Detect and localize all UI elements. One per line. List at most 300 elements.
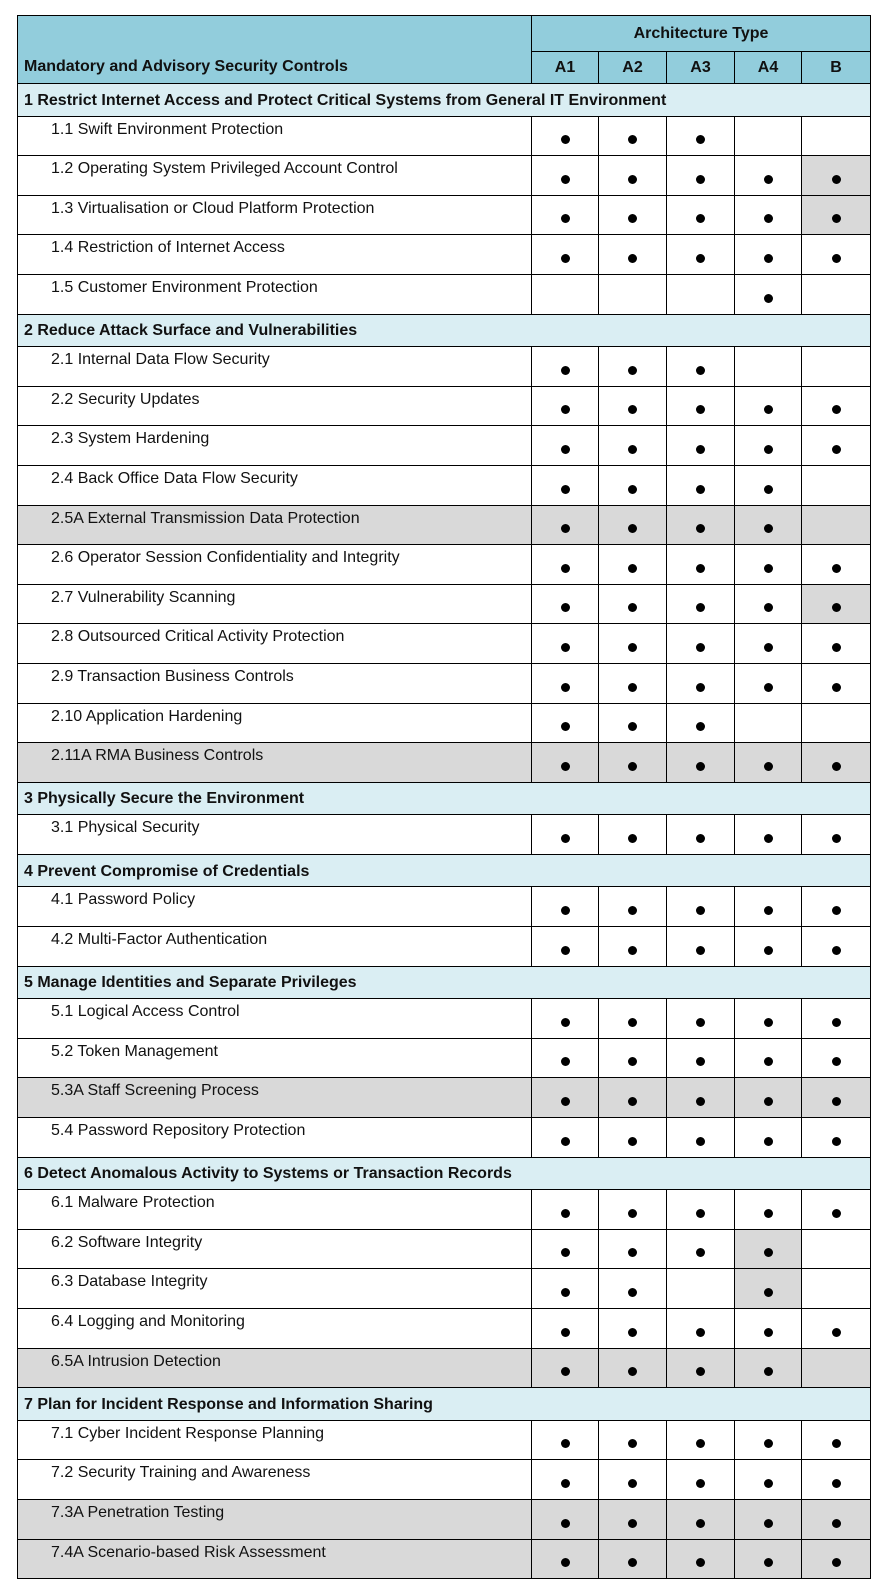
bullet-icon (628, 485, 637, 494)
cell-b (802, 663, 871, 703)
bullet-icon (696, 683, 705, 692)
control-label: 2.7 Vulnerability Scanning (18, 584, 532, 624)
cell-b (802, 426, 871, 466)
cell-b (802, 1038, 871, 1078)
cell-b (802, 1309, 871, 1349)
cell-a3 (667, 743, 735, 783)
bullet-icon (832, 1328, 841, 1337)
bullet-icon (696, 1209, 705, 1218)
cell-a4 (735, 195, 802, 235)
cell-a1 (532, 743, 599, 783)
bullet-icon (832, 643, 841, 652)
control-label: 2.9 Transaction Business Controls (18, 663, 532, 703)
cell-b (802, 584, 871, 624)
column-header-a2: A2 (599, 52, 667, 84)
bullet-icon (561, 1328, 570, 1337)
cell-a1 (532, 927, 599, 967)
table-row (18, 1078, 871, 1118)
control-label: 6.5A Intrusion Detection (18, 1348, 532, 1388)
bullet-icon (561, 175, 570, 184)
cell-a1 (532, 116, 599, 156)
table-row (18, 1269, 871, 1309)
bullet-icon (628, 946, 637, 955)
cell-a4 (735, 1309, 802, 1349)
cell-a2 (599, 347, 667, 387)
cell-a1 (532, 1118, 599, 1158)
cell-a2 (599, 1309, 667, 1349)
bullet-icon (628, 1097, 637, 1106)
cell-a4 (735, 465, 802, 505)
table-row (18, 1309, 871, 1349)
cell-a2 (599, 999, 667, 1039)
bullet-icon (628, 1209, 637, 1218)
cell-b (802, 1539, 871, 1579)
section-row (18, 84, 871, 117)
bullet-icon (696, 762, 705, 771)
bullet-icon (628, 1137, 637, 1146)
table-row (18, 116, 871, 156)
bullet-icon (561, 1558, 570, 1567)
cell-a3 (667, 1348, 735, 1388)
bullet-icon (764, 1479, 773, 1488)
cell-a1 (532, 195, 599, 235)
bullet-icon (628, 524, 637, 533)
bullet-icon (696, 1479, 705, 1488)
bullet-icon (764, 524, 773, 533)
bullet-icon (561, 254, 570, 263)
cell-a4 (735, 887, 802, 927)
cell-b (802, 465, 871, 505)
bullet-icon (628, 762, 637, 771)
bullet-icon (764, 254, 773, 263)
controls-column-header: Mandatory and Advisory Security Controls (18, 16, 532, 84)
control-label: 6.1 Malware Protection (18, 1190, 532, 1230)
cell-b (802, 116, 871, 156)
cell-a4 (735, 1229, 802, 1269)
bullet-icon (832, 834, 841, 843)
bullet-icon (561, 1248, 570, 1257)
cell-a4 (735, 426, 802, 466)
cell-a3 (667, 927, 735, 967)
cell-a3 (667, 624, 735, 664)
bullet-icon (696, 603, 705, 612)
cell-a2 (599, 703, 667, 743)
control-label: 2.11A RMA Business Controls (18, 743, 532, 783)
bullet-icon (696, 834, 705, 843)
bullet-icon (561, 834, 570, 843)
bullet-icon (832, 1439, 841, 1448)
bullet-icon (696, 564, 705, 573)
control-label: 2.4 Back Office Data Flow Security (18, 465, 532, 505)
bullet-icon (628, 1367, 637, 1376)
cell-a3 (667, 1038, 735, 1078)
cell-a4 (735, 743, 802, 783)
cell-a3 (667, 1309, 735, 1349)
bullet-icon (628, 1288, 637, 1297)
cell-b (802, 1229, 871, 1269)
bullet-icon (628, 683, 637, 692)
cell-a1 (532, 235, 599, 275)
control-label: 2.10 Application Hardening (18, 703, 532, 743)
bullet-icon (764, 485, 773, 494)
table-row (18, 1190, 871, 1230)
cell-a4 (735, 116, 802, 156)
section-row (18, 966, 871, 999)
bullet-icon (696, 175, 705, 184)
cell-a2 (599, 1269, 667, 1309)
bullet-icon (696, 214, 705, 223)
bullet-icon (764, 1137, 773, 1146)
cell-a3 (667, 426, 735, 466)
bullet-icon (561, 1057, 570, 1066)
control-label: 2.8 Outsourced Critical Activity Protection (18, 624, 532, 664)
table-row (18, 815, 871, 855)
cell-b (802, 1269, 871, 1309)
bullet-icon (628, 175, 637, 184)
cell-b (802, 386, 871, 426)
bullet-icon (832, 906, 841, 915)
cell-a3 (667, 1539, 735, 1579)
control-label: 6.4 Logging and Monitoring (18, 1309, 532, 1349)
cell-a2 (599, 1118, 667, 1158)
cell-a4 (735, 999, 802, 1039)
cell-a1 (532, 703, 599, 743)
bullet-icon (764, 1209, 773, 1218)
cell-a4 (735, 347, 802, 387)
cell-a2 (599, 386, 667, 426)
control-label: 4.1 Password Policy (18, 887, 532, 927)
cell-a3 (667, 1420, 735, 1460)
bullet-icon (561, 906, 570, 915)
section-title: 2 Reduce Attack Surface and Vulnerabilities (18, 314, 871, 347)
bullet-icon (561, 405, 570, 414)
bullet-icon (561, 445, 570, 454)
cell-a2 (599, 1190, 667, 1230)
control-label: 1.5 Customer Environment Protection (18, 274, 532, 314)
cell-a2 (599, 624, 667, 664)
cell-b (802, 195, 871, 235)
bullet-icon (764, 294, 773, 303)
bullet-icon (696, 405, 705, 414)
table-row (18, 545, 871, 585)
cell-a1 (532, 465, 599, 505)
cell-a4 (735, 1460, 802, 1500)
section-title: 6 Detect Anomalous Activity to Systems or Transaction Records (18, 1157, 871, 1190)
cell-b (802, 274, 871, 314)
bullet-icon (628, 906, 637, 915)
cell-a4 (735, 703, 802, 743)
table-body (18, 84, 871, 1579)
cell-a1 (532, 624, 599, 664)
table-row (18, 465, 871, 505)
cell-a1 (532, 1348, 599, 1388)
bullet-icon (696, 366, 705, 375)
bullet-icon (561, 564, 570, 573)
bullet-icon (764, 683, 773, 692)
bullet-icon (628, 135, 637, 144)
bullet-icon (764, 906, 773, 915)
cell-b (802, 347, 871, 387)
cell-a3 (667, 1078, 735, 1118)
table-row (18, 584, 871, 624)
bullet-icon (832, 1558, 841, 1567)
section-title: 1 Restrict Internet Access and Protect Critical Systems from General IT Environment (18, 84, 871, 117)
cell-a3 (667, 195, 735, 235)
bullet-icon (628, 254, 637, 263)
bullet-icon (628, 722, 637, 731)
bullet-icon (628, 1248, 637, 1257)
cell-a1 (532, 156, 599, 196)
cell-a1 (532, 999, 599, 1039)
bullet-icon (764, 1057, 773, 1066)
table-row (18, 347, 871, 387)
bullet-icon (696, 524, 705, 533)
bullet-icon (832, 762, 841, 771)
cell-a3 (667, 703, 735, 743)
cell-a1 (532, 1309, 599, 1349)
bullet-icon (628, 603, 637, 612)
bullet-icon (561, 643, 570, 652)
cell-a2 (599, 505, 667, 545)
bullet-icon (764, 175, 773, 184)
bullet-icon (561, 1018, 570, 1027)
cell-a1 (532, 887, 599, 927)
bullet-icon (764, 445, 773, 454)
cell-a3 (667, 156, 735, 196)
control-label: 7.4A Scenario-based Risk Assessment (18, 1539, 532, 1579)
control-label: 2.1 Internal Data Flow Security (18, 347, 532, 387)
cell-a4 (735, 1118, 802, 1158)
cell-a2 (599, 1348, 667, 1388)
cell-a1 (532, 1420, 599, 1460)
bullet-icon (696, 1097, 705, 1106)
cell-a3 (667, 274, 735, 314)
cell-a3 (667, 1118, 735, 1158)
bullet-icon (764, 834, 773, 843)
bullet-icon (764, 643, 773, 652)
section-title: 5 Manage Identities and Separate Privileges (18, 966, 871, 999)
bullet-icon (696, 485, 705, 494)
control-label: 5.4 Password Repository Protection (18, 1118, 532, 1158)
cell-a1 (532, 815, 599, 855)
section-row (18, 854, 871, 887)
control-label: 4.2 Multi-Factor Authentication (18, 927, 532, 967)
bullet-icon (764, 762, 773, 771)
control-label: 2.2 Security Updates (18, 386, 532, 426)
bullet-icon (628, 1479, 637, 1488)
table-row (18, 195, 871, 235)
bullet-icon (628, 445, 637, 454)
cell-a2 (599, 887, 667, 927)
bullet-icon (696, 1367, 705, 1376)
control-label: 6.2 Software Integrity (18, 1229, 532, 1269)
cell-a4 (735, 1539, 802, 1579)
cell-b (802, 1499, 871, 1539)
bullet-icon (764, 1367, 773, 1376)
cell-a3 (667, 465, 735, 505)
cell-b (802, 505, 871, 545)
bullet-icon (628, 1057, 637, 1066)
bullet-icon (696, 135, 705, 144)
cell-a2 (599, 426, 667, 466)
section-row (18, 1388, 871, 1421)
cell-a1 (532, 1190, 599, 1230)
bullet-icon (764, 1519, 773, 1528)
column-header-a4: A4 (735, 52, 802, 84)
bullet-icon (628, 643, 637, 652)
cell-a1 (532, 1078, 599, 1118)
cell-a4 (735, 815, 802, 855)
table-row (18, 1038, 871, 1078)
bullet-icon (561, 1367, 570, 1376)
cell-a2 (599, 584, 667, 624)
security-controls-table (17, 15, 871, 1579)
bullet-icon (832, 1137, 841, 1146)
table-row (18, 235, 871, 275)
bullet-icon (628, 564, 637, 573)
bullet-icon (696, 1137, 705, 1146)
cell-a1 (532, 347, 599, 387)
bullet-icon (764, 1328, 773, 1337)
table-row (18, 743, 871, 783)
control-label: 7.1 Cyber Incident Response Planning (18, 1420, 532, 1460)
cell-a2 (599, 195, 667, 235)
control-label: 2.3 System Hardening (18, 426, 532, 466)
bullet-icon (696, 1328, 705, 1337)
bullet-icon (764, 1018, 773, 1027)
cell-b (802, 703, 871, 743)
bullet-icon (561, 1439, 570, 1448)
bullet-icon (696, 643, 705, 652)
cell-b (802, 235, 871, 275)
cell-a1 (532, 505, 599, 545)
cell-a2 (599, 235, 667, 275)
bullet-icon (561, 1137, 570, 1146)
cell-a3 (667, 1229, 735, 1269)
cell-a4 (735, 927, 802, 967)
control-label: 5.1 Logical Access Control (18, 999, 532, 1039)
architecture-type-header: Architecture Type (532, 16, 871, 52)
cell-b (802, 887, 871, 927)
bullet-icon (561, 1097, 570, 1106)
table-row (18, 1118, 871, 1158)
bullet-icon (696, 1439, 705, 1448)
table-row (18, 1460, 871, 1500)
control-label: 6.3 Database Integrity (18, 1269, 532, 1309)
cell-a3 (667, 386, 735, 426)
bullet-icon (764, 214, 773, 223)
cell-a2 (599, 815, 667, 855)
cell-b (802, 1460, 871, 1500)
cell-a1 (532, 1269, 599, 1309)
bullet-icon (832, 946, 841, 955)
bullet-icon (561, 1479, 570, 1488)
cell-a3 (667, 663, 735, 703)
bullet-icon (696, 1558, 705, 1567)
cell-a3 (667, 584, 735, 624)
cell-a3 (667, 999, 735, 1039)
bullet-icon (628, 1519, 637, 1528)
cell-a3 (667, 1190, 735, 1230)
control-label: 5.2 Token Management (18, 1038, 532, 1078)
cell-a2 (599, 663, 667, 703)
cell-a2 (599, 1038, 667, 1078)
bullet-icon (832, 1479, 841, 1488)
section-title: 7 Plan for Incident Response and Information Sharing (18, 1388, 871, 1421)
bullet-icon (832, 1018, 841, 1027)
cell-b (802, 999, 871, 1039)
bullet-icon (832, 1097, 841, 1106)
cell-a3 (667, 505, 735, 545)
bullet-icon (832, 1057, 841, 1066)
cell-a1 (532, 1229, 599, 1269)
cell-a2 (599, 274, 667, 314)
section-row (18, 782, 871, 815)
bullet-icon (561, 485, 570, 494)
cell-a3 (667, 545, 735, 585)
table-row (18, 927, 871, 967)
table-row (18, 999, 871, 1039)
cell-a1 (532, 1038, 599, 1078)
bullet-icon (764, 1558, 773, 1567)
cell-a1 (532, 584, 599, 624)
section-title: 4 Prevent Compromise of Credentials (18, 854, 871, 887)
cell-a4 (735, 1190, 802, 1230)
cell-a4 (735, 235, 802, 275)
cell-a2 (599, 1460, 667, 1500)
bullet-icon (628, 214, 637, 223)
cell-a4 (735, 1499, 802, 1539)
bullet-icon (561, 762, 570, 771)
cell-a4 (735, 624, 802, 664)
bullet-icon (561, 214, 570, 223)
cell-a2 (599, 156, 667, 196)
cell-a1 (532, 663, 599, 703)
bullet-icon (764, 946, 773, 955)
bullet-icon (832, 603, 841, 612)
table-row (18, 505, 871, 545)
control-label: 5.3A Staff Screening Process (18, 1078, 532, 1118)
cell-a4 (735, 505, 802, 545)
table-row (18, 386, 871, 426)
bullet-icon (696, 906, 705, 915)
cell-a1 (532, 545, 599, 585)
table-row (18, 156, 871, 196)
cell-a4 (735, 584, 802, 624)
bullet-icon (696, 1519, 705, 1528)
control-label: 3.1 Physical Security (18, 815, 532, 855)
cell-a2 (599, 743, 667, 783)
cell-a4 (735, 545, 802, 585)
bullet-icon (764, 1439, 773, 1448)
cell-a2 (599, 545, 667, 585)
section-row (18, 314, 871, 347)
section-row (18, 1157, 871, 1190)
bullet-icon (696, 254, 705, 263)
cell-a3 (667, 1460, 735, 1500)
bullet-icon (832, 214, 841, 223)
cell-b (802, 545, 871, 585)
bullet-icon (561, 946, 570, 955)
cell-a3 (667, 887, 735, 927)
cell-a2 (599, 465, 667, 505)
bullet-icon (764, 1248, 773, 1257)
cell-a2 (599, 1420, 667, 1460)
cell-a4 (735, 1348, 802, 1388)
bullet-icon (832, 683, 841, 692)
bullet-icon (764, 564, 773, 573)
cell-a1 (532, 274, 599, 314)
